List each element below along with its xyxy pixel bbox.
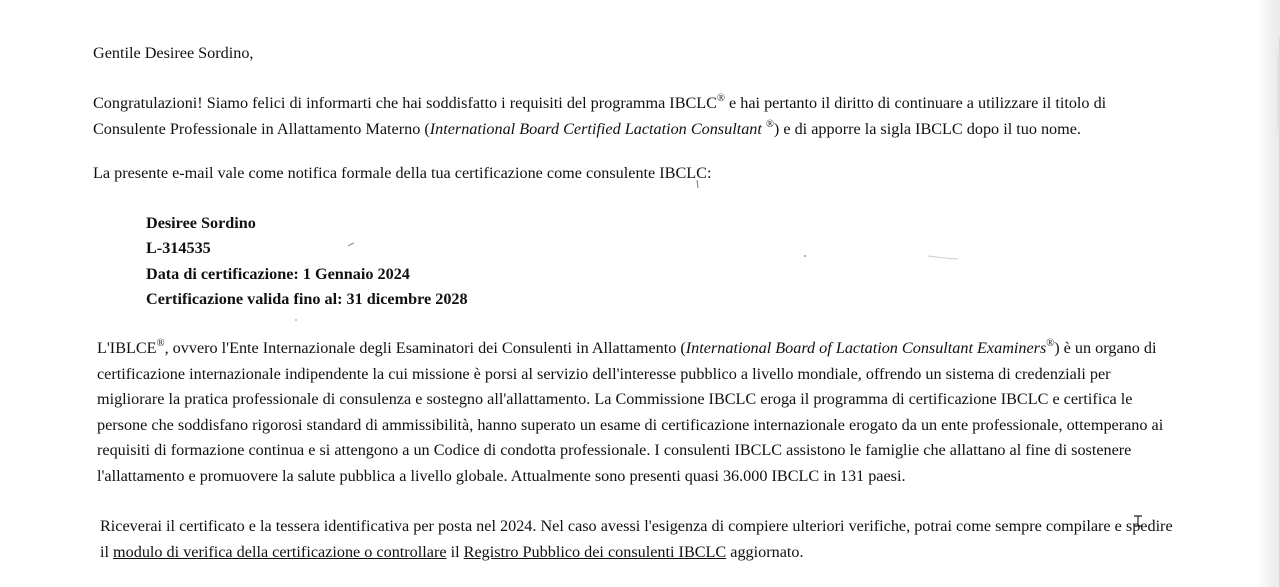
paragraph-line: certificazione internazionale indipendente la cui missione è porsi al servizio dell'interesse pubblico a livello mondiale, offrendo un sistema di credenziali per: [97, 364, 1111, 383]
italic-title: International Board of Lactation Consultant Examiners: [685, 339, 1047, 357]
paragraph-line: l'allattamento e promuovere la salute pubblica a livello globale. Attualmente sono presenti quasi 36.000 IBCLC in 131 paesi.: [97, 466, 906, 485]
closing-paragraph: [100, 513, 1173, 565]
paragraph-line: migliorare la pratica professionale di consulenza e sostegno all'allattamento. La Commissione IBCLC eroga il programma di certificazione IBCLC e certifica le: [97, 390, 1133, 409]
text-span: ) è un organo di: [1054, 339, 1157, 357]
verification-form-link[interactable]: modulo di verifica della certificazione o controllare: [113, 543, 447, 561]
certification-details: [146, 211, 468, 312]
congratulations-paragraph: [93, 90, 1106, 142]
registered-mark: ®: [765, 119, 774, 130]
text-span: , ovvero l'Ente Internazionale degli Esaminatori dei Consulenti in Allattamento (: [164, 339, 686, 357]
paragraph-line: requisiti di formazione continua e si attengono a un Codice di condotta professionale. I consulenti IBCLC assistono le famiglie che allattano al fine di sostenere: [97, 441, 1132, 460]
notification-paragraph: La presente e-mail vale come notifica formale della tua certificazione come consulente IBCLC:: [93, 164, 712, 182]
paragraph-line: [100, 539, 1173, 565]
registered-mark: ®: [1046, 338, 1055, 349]
text-span: e hai pertanto il diritto di continuare a utilizzare il titolo di: [724, 94, 1107, 112]
registered-mark: ®: [156, 338, 165, 349]
text-span: il: [100, 543, 114, 561]
registered-mark: ®: [716, 93, 725, 104]
text-span: aggiornato.: [726, 543, 804, 561]
paragraph-line: [93, 116, 1106, 142]
paragraph-line: persone che soddisfano rigorosi standard di ammissibilità, hanno superato un esame di certificazione internazionale erogato da un ente professionale, ottemperano ai: [97, 415, 1164, 434]
iblce-paragraph: [97, 336, 1163, 490]
public-registry-link[interactable]: Registro Pubblico dei consulenti IBCLC: [463, 543, 727, 561]
italic-title: International Board Certified Lactation Consultant: [429, 120, 766, 138]
paragraph-line: [97, 336, 1163, 362]
text-span: il: [446, 543, 464, 561]
text-span: L'IBLCE: [97, 339, 157, 357]
paragraph-line: Riceverai il certificato e la tessera identificativa per posta nel 2024. Nel caso avessi l'esigenza di compiere ulteriori verifiche, potrai come sempre compilare e spedire: [100, 517, 1173, 535]
text-span: Congratulazioni! Siamo felici di informarti che hai soddisfatto i requisiti del programma IBCLC: [93, 94, 717, 112]
paragraph-line: [93, 90, 1106, 116]
text-span: ) e di apporre la sigla IBCLC dopo il tuo nome.: [773, 120, 1081, 138]
certification-valid-until: Certificazione valida fino al: 31 dicembre 2028: [146, 289, 468, 308]
certification-date: Data di certificazione: 1 Gennaio 2024: [146, 264, 410, 283]
certified-name: Desiree Sordino: [146, 214, 256, 232]
salutation: Gentile Desiree Sordino,: [93, 44, 254, 62]
text-span: Consulente Professionale in Allattamento Materno (: [93, 120, 430, 138]
certification-id: L-314535: [146, 239, 211, 258]
